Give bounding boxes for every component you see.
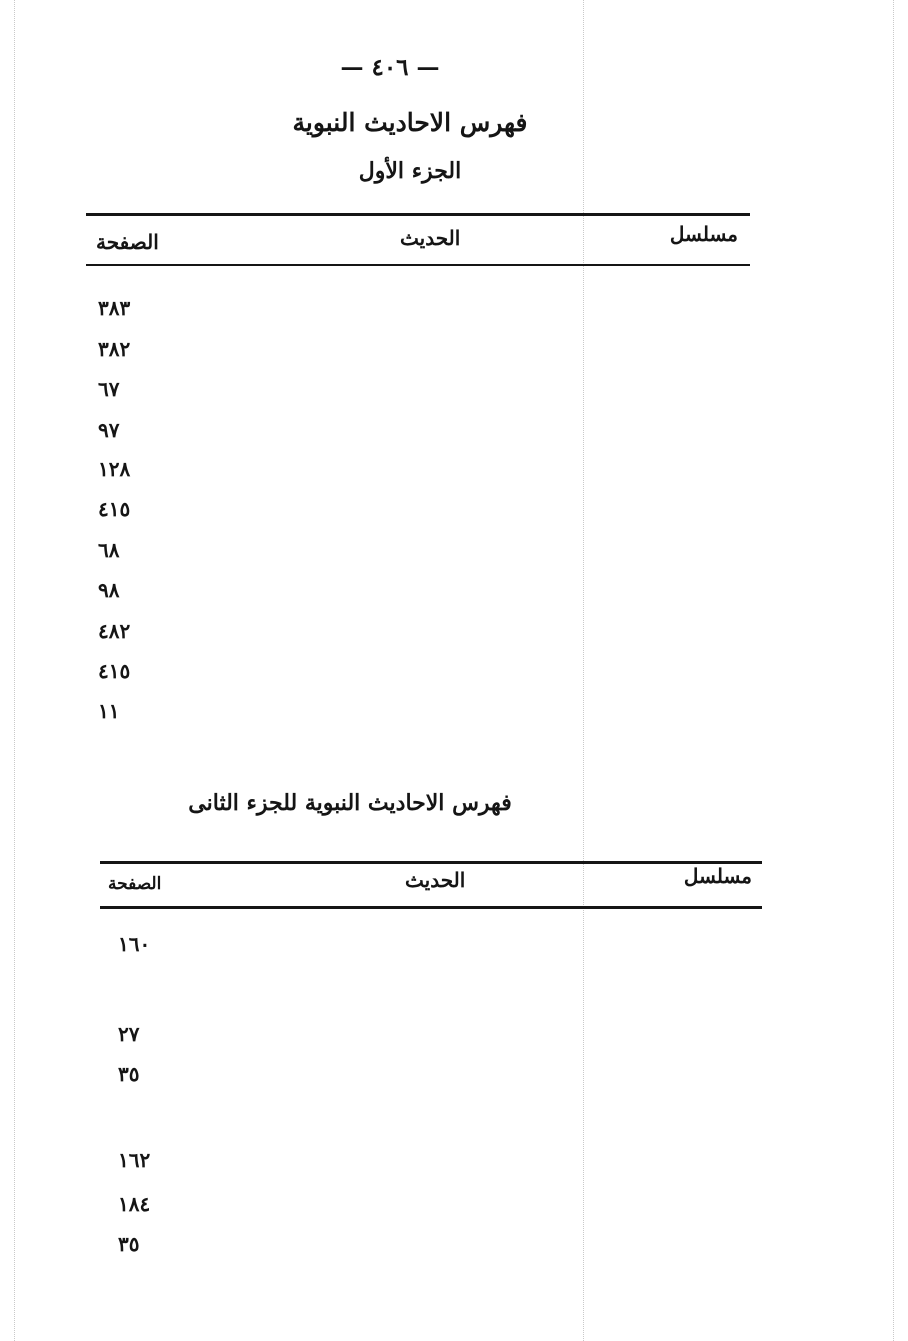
scan-guide-line — [583, 0, 584, 1341]
row-page: ٣٨٣ — [98, 296, 131, 320]
row-page: ٤٨٢ — [98, 619, 131, 643]
table1-header-rule — [86, 264, 750, 266]
table1-header-page: الصفحة — [96, 230, 159, 254]
row-page: ٢٧ — [118, 1022, 140, 1046]
section2-title: فهرس الاحاديث النبوية للجزء الثانى — [188, 790, 512, 816]
row-page: ٣٥ — [118, 1232, 140, 1256]
row-page: ٣٥ — [118, 1062, 140, 1086]
section1-title: فهرس الاحاديث النبوية — [292, 108, 528, 137]
table2-header-rule — [100, 906, 762, 909]
row-page: ١٦٠ — [118, 932, 151, 956]
row-page: ٩٧ — [98, 418, 120, 442]
table1-header-hadith: الحديث — [400, 226, 461, 250]
row-page: ١٨٤ — [118, 1192, 151, 1216]
row-page: ٣٨٢ — [98, 337, 131, 361]
row-page: ٩٨ — [98, 578, 120, 602]
section1-subtitle: الجزء الأول — [358, 158, 462, 184]
row-page: ٦٧ — [98, 377, 120, 401]
row-page: ٤١٥ — [98, 659, 131, 683]
scan-guide-line — [893, 0, 894, 1341]
table2-header-hadith: الحديث — [405, 868, 466, 892]
row-page: ٤١٥ — [98, 497, 131, 521]
table2-header-page: الصفحة — [108, 874, 162, 894]
table1-header-serial: مسلسل — [669, 222, 738, 246]
row-page: ٦٨ — [98, 538, 120, 562]
page-number: — ٤٠٦ — — [340, 54, 440, 81]
row-page: ١٢٨ — [98, 457, 131, 481]
row-page: ١٦٢ — [118, 1148, 151, 1172]
table2-top-rule — [100, 861, 762, 864]
scan-guide-line — [14, 0, 15, 1341]
table1-top-rule — [86, 213, 750, 216]
table2-header-serial: مسلسل — [683, 864, 752, 888]
row-page: ١١ — [98, 699, 120, 723]
